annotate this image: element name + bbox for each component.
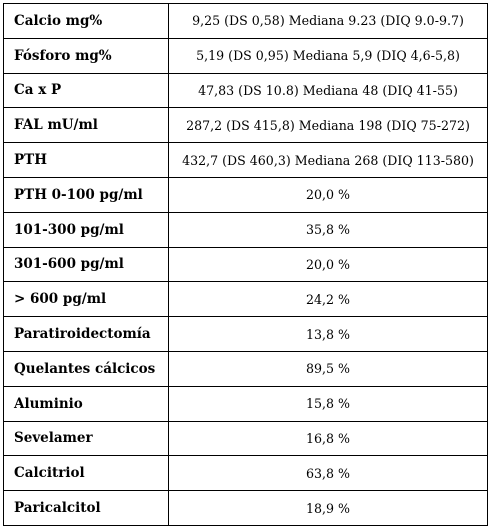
row-label: PTH	[4, 143, 169, 178]
row-value: 20,0 %	[169, 177, 488, 212]
row-value: 47,83 (DS 10.8) Mediana 48 (DIQ 41-55)	[169, 73, 488, 108]
table-row	[4, 456, 488, 491]
row-value: 287,2 (DS 415,8) Mediana 198 (DIQ 75-272)	[169, 108, 488, 143]
table-row	[4, 177, 488, 212]
table-row	[4, 108, 488, 143]
table-row	[4, 4, 488, 39]
table-row	[4, 317, 488, 352]
row-label: PTH 0-100 pg/ml	[4, 177, 169, 212]
table-row	[4, 386, 488, 421]
row-value: 89,5 %	[169, 351, 488, 386]
row-value: 18,9 %	[169, 491, 488, 526]
row-label: FAL mU/ml	[4, 108, 169, 143]
row-label: Ca x P	[4, 73, 169, 108]
table-row	[4, 282, 488, 317]
table-row	[4, 38, 488, 73]
row-label: Calcitriol	[4, 456, 169, 491]
data-table	[3, 3, 488, 526]
row-label: Calcio mg%	[4, 4, 169, 39]
table-row	[4, 491, 488, 526]
row-value: 63,8 %	[169, 456, 488, 491]
row-label: 101-300 pg/ml	[4, 212, 169, 247]
row-value: 13,8 %	[169, 317, 488, 352]
table-row	[4, 421, 488, 456]
row-value: 24,2 %	[169, 282, 488, 317]
row-label: Sevelamer	[4, 421, 169, 456]
row-label: Paratiroidectomía	[4, 317, 169, 352]
row-label: Fósforo mg%	[4, 38, 169, 73]
table-row	[4, 351, 488, 386]
table-row	[4, 212, 488, 247]
table-row	[4, 73, 488, 108]
row-value: 15,8 %	[169, 386, 488, 421]
row-value: 35,8 %	[169, 212, 488, 247]
row-value: 16,8 %	[169, 421, 488, 456]
row-label: Aluminio	[4, 386, 169, 421]
row-value: 5,19 (DS 0,95) Mediana 5,9 (DIQ 4,6-5,8)	[169, 38, 488, 73]
row-value: 20,0 %	[169, 247, 488, 282]
row-value: 9,25 (DS 0,58) Mediana 9.23 (DIQ 9.0-9.7)	[169, 4, 488, 39]
row-value: 432,7 (DS 460,3) Mediana 268 (DIQ 113-580)	[169, 143, 488, 178]
table-row	[4, 143, 488, 178]
row-label: > 600 pg/ml	[4, 282, 169, 317]
table-body	[4, 4, 488, 526]
row-label: Quelantes cálcicos	[4, 351, 169, 386]
row-label: 301-600 pg/ml	[4, 247, 169, 282]
table-row	[4, 247, 488, 282]
row-label: Paricalcitol	[4, 491, 169, 526]
